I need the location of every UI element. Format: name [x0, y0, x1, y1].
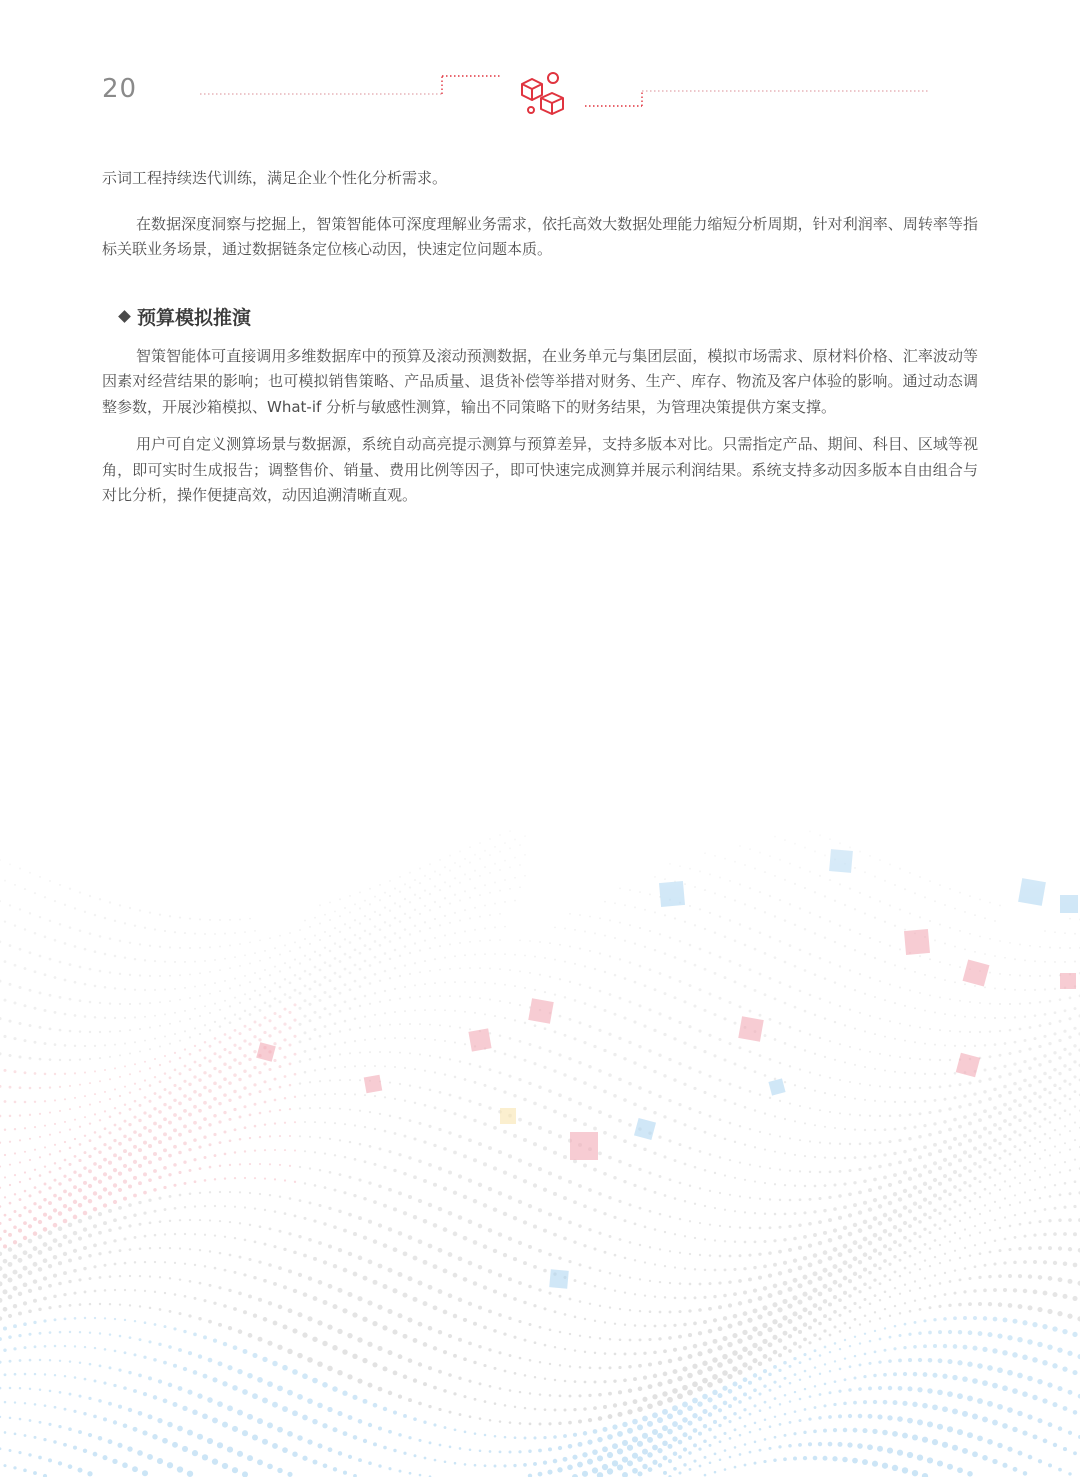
section-heading: [120, 303, 978, 330]
paragraph-insight: 在数据深度洞察与挖掘上，智策智能体可深度理解业务需求，依托高效大数据处理能力缩短分析周期，针对利润率、周转率等指标关联业务场景，通过数据链条定位核心动因，快速定位问题本质。: [102, 214, 978, 258]
dotted-wave-background: [0, 600, 1080, 1477]
cubes-icon: [522, 73, 563, 114]
paragraph-continuation: 示词工程持续迭代训练，满足企业个性化分析需求。: [102, 169, 448, 187]
page-number: 20: [102, 74, 138, 104]
section-title: 预算模拟推演: [137, 306, 252, 329]
diamond-icon: [118, 310, 131, 323]
header-decoration: [0, 60, 1080, 130]
paragraph-budget-custom: 用户可自定义测算场景与数据源，系统自动高亮提示测算与预算差异，支持多版本对比。只需指定产品、期间、科目、区域等视角，即可实时生成报告；调整售价、销量、费用比例等因子，即可快速完成测算并展示利润结果。系统支持多动因多版本自由组合与对比分析，操作便捷高效，动因追溯清晰直观。: [102, 435, 978, 504]
paragraph-budget-simulation: 智策智能体可直接调用多维数据库中的预算及滚动预测数据，在业务单元与集团层面，模拟市场需求、原材料价格、汇率波动等因素对经营结果的影响；也可模拟销售策略、产品质量、退货补偿等举措对财务、生产、库存、物流及客户体验的影响。通过动态调整参数，开展沙箱模拟、What-if 分析与敏感性测算，输出不同策略下的财务结果，为管理决策提供方案支撑。: [102, 346, 978, 416]
main-content: [102, 166, 978, 509]
